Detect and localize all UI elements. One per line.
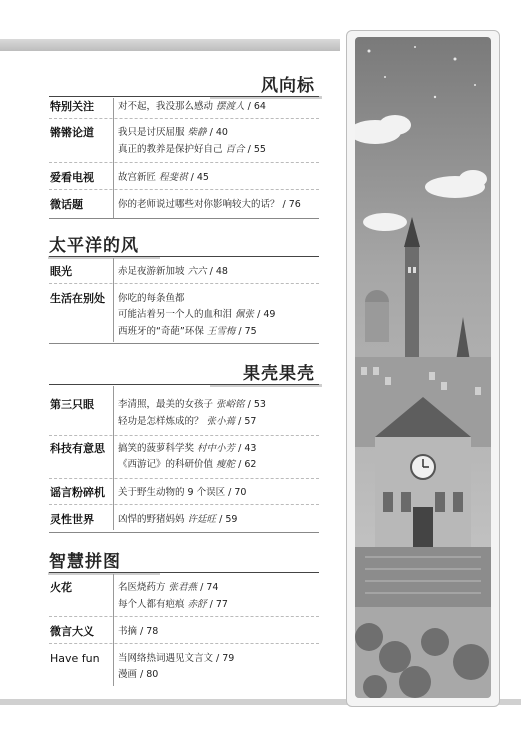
- toc-entry[interactable]: 你吃的每条鱼都: [118, 293, 185, 304]
- toc-entry[interactable]: 对不起，我没那么感动 摆渡人 / 64: [118, 101, 266, 112]
- divider: [49, 218, 319, 219]
- toc-entry[interactable]: 李清照，最美的女孩子 张峪铭 / 53: [118, 399, 266, 410]
- category-label: 第三只眼: [50, 398, 94, 411]
- section-title: 风向标: [261, 76, 315, 96]
- section-title: 果壳果壳: [243, 364, 315, 384]
- divider: [49, 256, 319, 257]
- divider: [113, 98, 114, 218]
- category-label: 生活在别处: [50, 292, 105, 305]
- toc-entry[interactable]: 搞笑的菠萝科学奖 村中小芳 / 43: [118, 443, 257, 454]
- toc-entry[interactable]: 真正的教养是保护好自己 百合 / 55: [118, 144, 266, 155]
- divider: [113, 574, 114, 686]
- divider: [49, 532, 319, 533]
- divider: [49, 435, 319, 436]
- divider: [49, 572, 319, 573]
- divider: [49, 283, 319, 284]
- toc-entry[interactable]: 名医烧药方 张君燕 / 74: [118, 582, 219, 593]
- category-label: 特别关注: [50, 100, 94, 113]
- castle-city-illustration: [355, 37, 491, 698]
- toc-entry[interactable]: 可能沾着另一个人的血和泪 佩张 / 49: [118, 309, 276, 320]
- category-label: 锵锵论道: [50, 126, 94, 139]
- category-label: 爱看电视: [50, 171, 94, 184]
- toc-entry[interactable]: 每个人都有疤痕 赤舒 / 77: [118, 599, 228, 610]
- divider: [49, 96, 319, 97]
- illustration-frame: [346, 30, 500, 707]
- toc-entry[interactable]: 当网络热词遇见文言文 / 79: [118, 653, 235, 664]
- toc-entry[interactable]: 故宫新匠 程斐祺 / 45: [118, 172, 209, 183]
- castle-city-illustration-svg: [355, 37, 491, 698]
- category-label: 灵性世界: [50, 513, 94, 526]
- toc-entry[interactable]: 《西游记》的科研价值 瘦舵 / 62: [118, 459, 257, 470]
- toc-entry[interactable]: 书摘 / 78: [118, 626, 159, 637]
- category-label: Have fun: [50, 652, 100, 665]
- toc-entry[interactable]: 轻功是怎样炼成的？ 张小蔫 / 57: [118, 416, 257, 427]
- divider: [49, 384, 319, 385]
- toc-entry[interactable]: 西班牙的“奇葩”环保 王雪梅 / 75: [118, 326, 257, 337]
- section-title: 智慧拼图: [49, 552, 121, 572]
- divider: [49, 616, 319, 617]
- toc-entry[interactable]: 我只是讨厌屈服 柴静 / 40: [118, 127, 228, 138]
- toc-entry[interactable]: 凶悍的野猪妈妈 许廷旺 / 59: [118, 514, 238, 525]
- category-label: 谣言粉碎机: [50, 486, 105, 499]
- category-label: 微言大义: [50, 625, 94, 638]
- toc-entry[interactable]: 你的老师说过哪些对你影响较大的话？ / 76: [118, 199, 301, 210]
- divider: [49, 118, 319, 119]
- header-band: [0, 39, 340, 51]
- section-title: 太平洋的风: [49, 236, 139, 256]
- toc-entry[interactable]: 漫画 / 80: [118, 669, 159, 680]
- toc-entry[interactable]: 赤足夜游新加坡 六六 / 48: [118, 266, 228, 277]
- divider: [113, 258, 114, 342]
- divider: [49, 643, 319, 644]
- toc-entry[interactable]: 关于野生动物的 9 个误区 / 70: [118, 487, 247, 498]
- divider: [49, 189, 319, 190]
- divider: [113, 386, 114, 530]
- divider: [49, 343, 319, 344]
- category-label: 眼光: [50, 265, 72, 278]
- category-label: 火花: [50, 581, 72, 594]
- divider: [49, 478, 319, 479]
- category-label: 科技有意思: [50, 442, 105, 455]
- divider: [49, 162, 319, 163]
- divider: [49, 504, 319, 505]
- category-label: 微话题: [50, 198, 83, 211]
